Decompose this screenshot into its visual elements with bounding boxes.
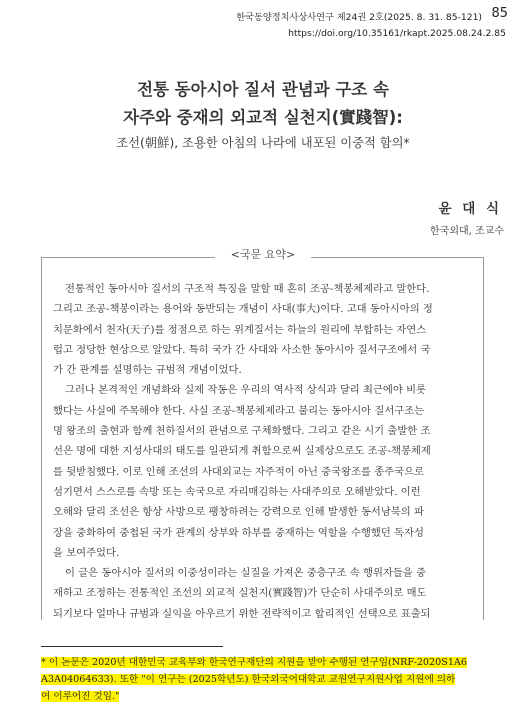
abstract-line: 를 뒷받침했다. 이로 인해 조선의 사대외교는 자주적이 아닌 중국왕조를 종주국으로 [53, 465, 424, 478]
footnote-line: A3A04064633). 또한 "이 연구는 (2025학년도) 한국외국어대학교 교원연구지원사업 지원에 의하 [41, 674, 456, 685]
page-number: 85 [491, 6, 508, 21]
journal-header: 한국동양정치사상사연구 제24권 2호(2025. 8. 31. 85-121) [236, 12, 482, 23]
paper-subtitle: 조선(朝鮮), 조용한 아침의 나라에 내포된 이중적 함의* [116, 136, 410, 150]
footnote-rule [41, 646, 223, 647]
abstract-line: 명 왕조의 출현과 함께 천하질서의 관념으로 구체화했다. 그리고 같은 시기 출발한 조 [53, 425, 431, 438]
author-affiliation: 한국외대, 조교수 [430, 226, 504, 237]
abstract-line: 럽고 정당한 현상으로 알았다. 특히 국가 간 사대와 사소한 동아시아 질서구조에서 국 [53, 343, 431, 356]
abstract-line: 재하고 조정하는 전통적인 조선의 외교적 실천지(實踐智)가 단순히 사대주의로 매도 [53, 587, 427, 600]
abstract-line: 그러나 본격적인 개념화와 실제 작동은 우리의 역사적 상식과 달리 최근에야 비롯 [65, 384, 426, 397]
abstract-line: 선은 명에 대한 지성사대의 태도를 일관되게 취함으로써 실제상으로도 조공-책봉체제 [53, 445, 431, 458]
abstract-line: 치문화에서 천자(天子)를 정점으로 하는 위계질서는 하늘의 원리에 부합하는 자연스 [53, 323, 427, 336]
abstract-line: 을 보여주었다. [53, 546, 120, 559]
abstract-line: 가 간 관계를 설명하는 규범적 개념이었다. [53, 364, 242, 377]
abstract-line: 했다는 사실에 주목해야 한다. 사실 조공-책봉체제라고 불리는 동아시아 질서구조는 [53, 404, 425, 417]
abstract-line: 전통적인 동아시아 질서의 구조적 특징을 말할 때 흔히 조공-책봉체제라고 말한다. [65, 283, 430, 295]
footnote-line: * 이 논문은 2020년 대한민국 교육부와 한국연구재단의 지원을 받아 수행된 연구임(NRF-2020S1A6 [41, 657, 467, 668]
abstract-line: 오해와 달리 조선은 항상 사방으로 팽창하려는 강력으로 인해 발생한 동서남북의 파 [53, 506, 424, 519]
abstract-label: <국문 요약> [215, 246, 311, 262]
author-name: 윤 대 식 [438, 201, 502, 217]
abstract-line: 그리고 조공-책봉이라는 용어와 동반되는 개념이 사대(事大)이다. 고대 동아시아의 정 [53, 303, 433, 316]
abstract-line: 장을 중화하여 중첩된 국가 관계의 상부와 하부를 중재하는 역할을 수행했던 독자성 [53, 526, 424, 539]
abstract-line: 되기보다 얼마나 규범과 실익을 아우르기 위한 전략적이고 합리적인 선택으로 표출되 [53, 607, 431, 620]
abstract-line: 섬기면서 스스로를 속방 또는 속국으로 자리매김하는 사대주의로 오해받았다. 이런 [53, 485, 421, 498]
paper-title-line-2: 자주와 중재의 외교적 실천지(實踐智): [123, 108, 403, 127]
doi-link[interactable]: https://doi.org/10.35161/rkapt.2025.08.24.2.85 [288, 28, 506, 39]
footnote [41, 654, 486, 705]
abstract-line: 이 글은 동아시아 질서의 이중성이라는 실질을 가져온 중층구조 속 행위자들을 중 [65, 567, 426, 580]
paper-title-line-1: 전통 동아시아 질서 관념과 구조 속 [137, 80, 389, 99]
footnote-line: 여 이루어진 것임." [41, 691, 120, 702]
abstract-body [53, 279, 472, 624]
